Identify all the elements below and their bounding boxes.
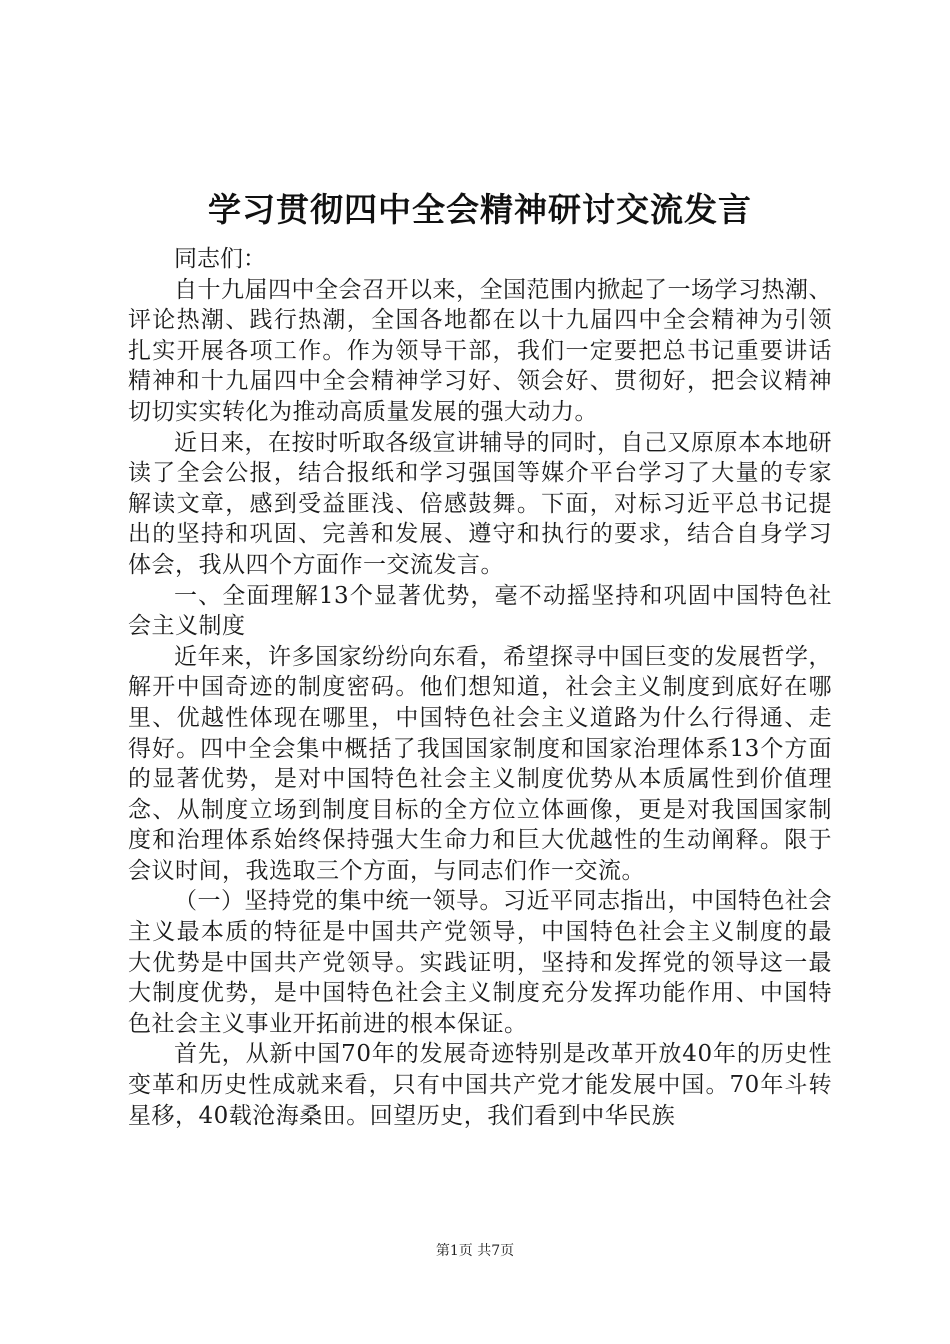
- salutation: 同志们：: [174, 246, 266, 272]
- section-heading-1: 一、全面理解13个显著优势，毫不动摇坚持和巩固中国特色社会主义制度: [128, 582, 832, 640]
- paragraph-5: 首先，从新中国70年的发展奇迹特别是改革开放40年的历史性变革和历史性成就来看，只有中国共产党才能发展中国。70年斗转星移，40载沧海桑田。回望历史，我们看到中华民族: [128, 1041, 832, 1129]
- document-title: 学习贯彻四中全会精神研讨交流发言: [208, 190, 752, 229]
- paragraph-2: 近日来，在按时听取各级宣讲辅导的同时，自己又原原本本地研读了全会公报，结合报纸和学习强国等媒介平台学习了大量的专家解读文章，感到受益匪浅、倍感鼓舞。下面，对标习近平总书记提出的坚持和巩固、完善和发展、遵守和执行的要求，结合自身学习体会，我从四个方面作一交流发言。: [128, 429, 832, 578]
- paragraph-4: （一）坚持党的集中统一领导。习近平同志指出，中国特色社会主义最本质的特征是中国共产党领导，中国特色社会主义制度的最大优势是中国共产党领导。实践证明，坚持和发挥党的领导这一最大制度优势，是中国特色社会主义制度充分发挥功能作用、中国特色社会主义事业开拓前进的根本保证。: [128, 888, 832, 1037]
- document-page: [128, 180, 832, 1131]
- paragraph-3: 近年来，许多国家纷纷向东看，希望探寻中国巨变的发展哲学，解开中国奇迹的制度密码。他们想知道，社会主义制度到底好在哪里、优越性体现在哪里，中国特色社会主义道路为什么行得通、走得好。四中全会集中概括了我国国家制度和国家治理体系13个方面的显著优势，是对中国特色社会主义制度优势从本质属性到价值理念、从制度立场到制度目标的全方位立体画像，更是对我国国家制度和治理体系始终保持强大生命力和巨大优越性的生动阐释。限于会议时间，我选取三个方面，与同志们作一交流。: [128, 643, 832, 884]
- page-footer: 第1页 共7页: [435, 1243, 515, 1259]
- paragraph-1: 自十九届四中全会召开以来，全国范围内掀起了一场学习热潮、评论热潮、践行热潮，全国各地都在以十九届四中全会精神为引领扎实开展各项工作。作为领导干部，我们一定要把总书记重要讲话精神和十九届四中全会精神学习好、领会好、贯彻好，把会议精神切切实实转化为推动高质量发展的强大动力。: [128, 276, 832, 425]
